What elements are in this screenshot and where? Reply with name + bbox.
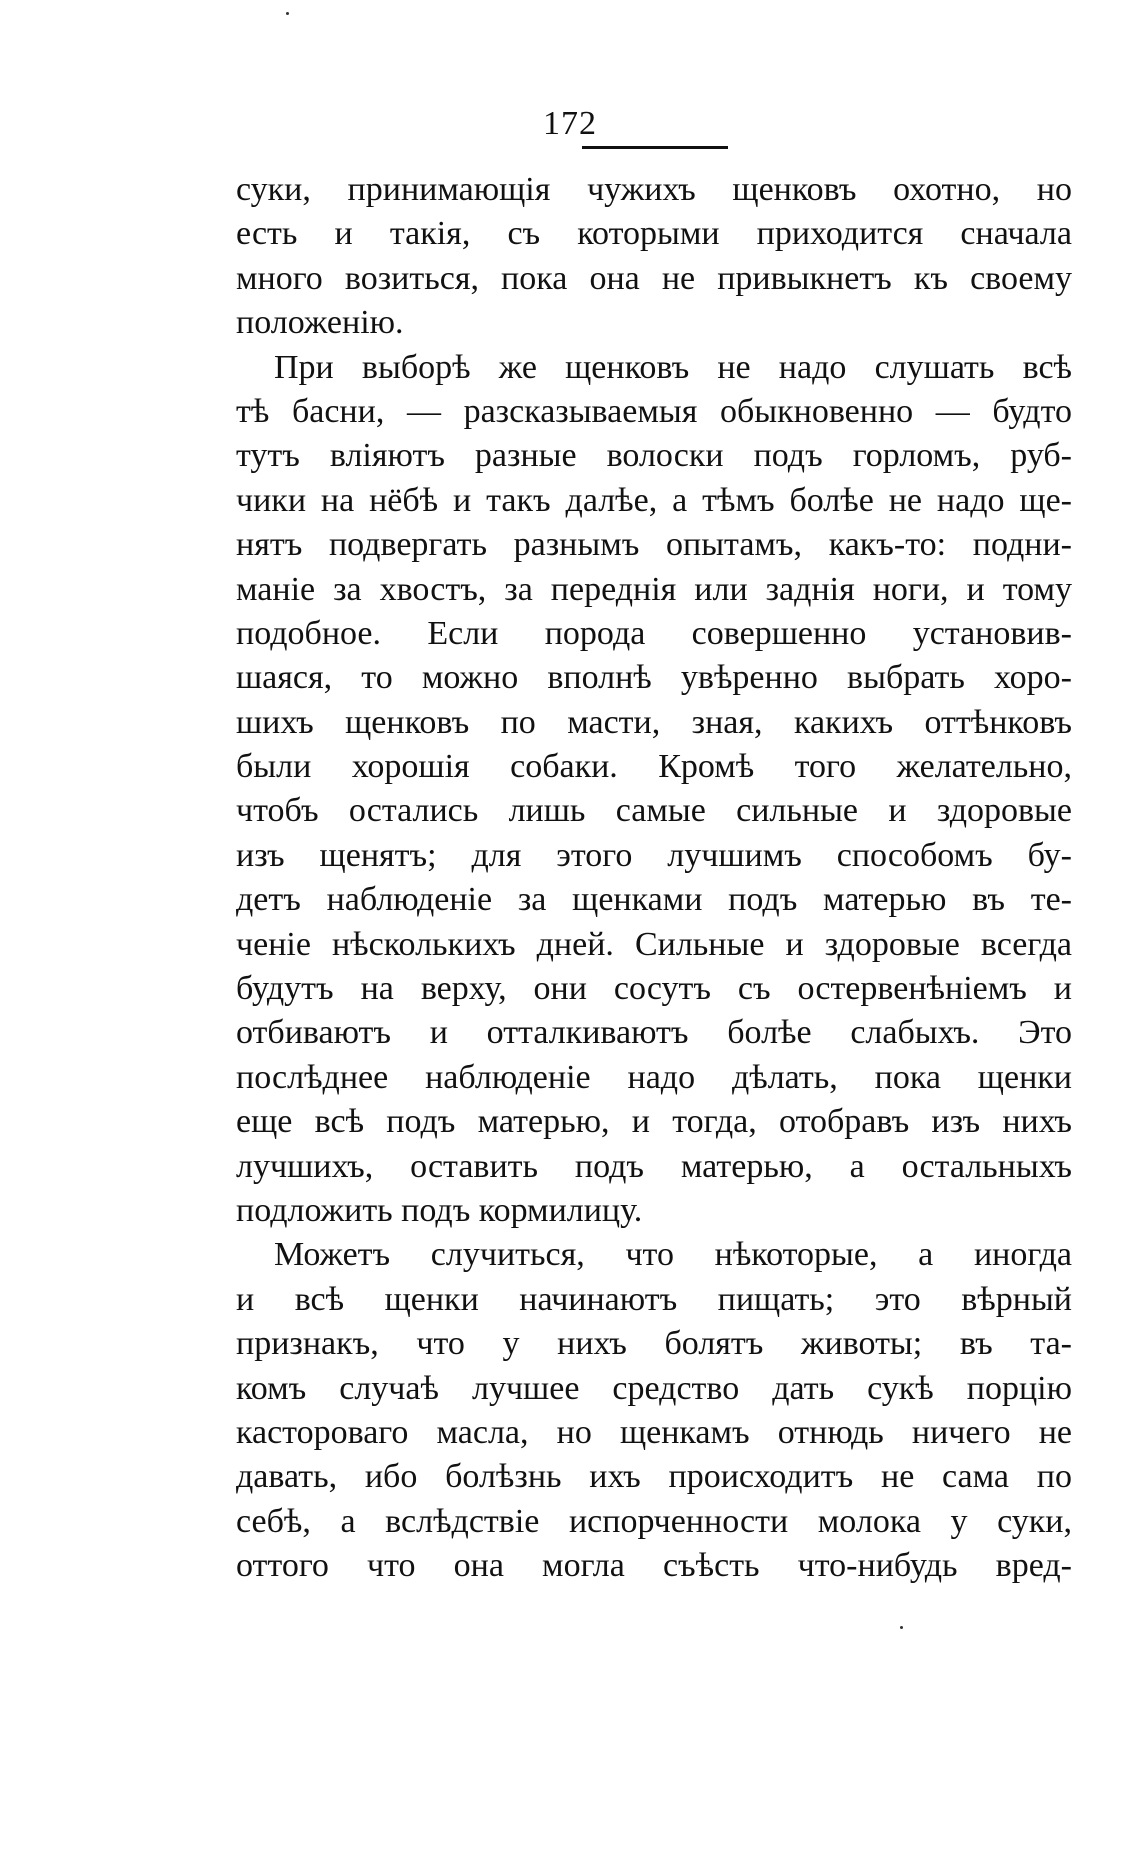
text-line: ченіе нѣсколькихъ дней. Сильные и здоровые всегда	[236, 925, 1072, 963]
paragraph	[236, 1233, 1072, 1588]
text-line: шаяся, то можно вполнѣ увѣренно выбрать хоро-	[236, 659, 1072, 697]
text-line: нятъ подвергать разнымъ опытамъ, какъ-то: подни-	[236, 526, 1072, 564]
text-line: подложить подъ кормилицу.	[236, 1191, 643, 1229]
text-line: изъ щенятъ; для этого лучшимъ способомъ бу-	[236, 836, 1072, 874]
text-line: суки, принимающія чужихъ щенковъ охотно, но	[236, 171, 1072, 208]
text-block	[236, 168, 1072, 1589]
text-line: давать, ибо болѣзнь ихъ происходитъ не сама по	[236, 1458, 1072, 1496]
text-line: себѣ, а вслѣдствіе испорченности молока у суки,	[236, 1502, 1072, 1540]
text-line: подобное. Если порода совершенно установив-	[236, 614, 1072, 652]
paragraph	[236, 168, 1072, 346]
text-line: признакъ, что у нихъ болятъ животы; въ та-	[236, 1325, 1072, 1363]
text-line: еще всѣ подъ матерью, и тогда, отобравъ изъ нихъ	[236, 1103, 1072, 1141]
page-number-rule	[582, 146, 728, 149]
text-line: При выборѣ же щенковъ не надо слушать всѣ	[274, 348, 1072, 386]
text-line: и всѣ щенки начинаютъ пищать; это вѣрный	[236, 1280, 1072, 1318]
text-line: отбиваютъ и отталкиваютъ болѣе слабыхъ. Это	[236, 1014, 1072, 1052]
text-line: были хорошія собаки. Кромѣ того желательно,	[236, 748, 1072, 786]
text-line: есть и такія, съ которыми приходится сначала	[236, 215, 1072, 253]
text-line: много возиться, пока она не привыкнетъ къ своему	[236, 259, 1072, 297]
text-line: тутъ вліяютъ разные волоски подъ горломъ, руб-	[236, 437, 1072, 475]
text-line: чики на нёбѣ и такъ далѣе, а тѣмъ болѣе не надо ще-	[236, 481, 1072, 519]
print-speck	[286, 12, 289, 15]
text-line: Можетъ случиться, что нѣкоторые, а иногда	[274, 1236, 1072, 1274]
text-line: маніе за хвостъ, за переднія или заднія ноги, и тому	[236, 570, 1072, 608]
text-line: детъ наблюденіе за щенками подъ матерью въ те-	[236, 881, 1072, 919]
text-line: послѣднее наблюденіе надо дѣлать, пока щенки	[236, 1058, 1072, 1096]
text-line: будутъ на верху, они сосутъ съ остервенѣніемъ и	[236, 970, 1072, 1008]
print-speck	[900, 1626, 903, 1629]
text-line: чтобъ остались лишь самые сильные и здоровые	[236, 792, 1072, 830]
paragraph	[236, 346, 1072, 1234]
text-line: тѣ басни, — разсказываемыя обыкновенно — будто	[236, 392, 1072, 430]
text-line: шихъ щенковъ по масти, зная, какихъ оттѣнковъ	[236, 703, 1072, 741]
page-number: 172	[543, 105, 597, 142]
text-line: положенію.	[236, 304, 404, 342]
text-line: комъ случаѣ лучшее средство дать сукѣ порцію	[236, 1369, 1072, 1407]
text-line: кастороваго масла, но щенкамъ отнюдь ничего не	[236, 1413, 1072, 1451]
text-line: лучшихъ, оставить подъ матерью, а остальныхъ	[236, 1147, 1072, 1185]
text-line: оттого что она могла съѣсть что-нибудь вред-	[236, 1547, 1072, 1585]
